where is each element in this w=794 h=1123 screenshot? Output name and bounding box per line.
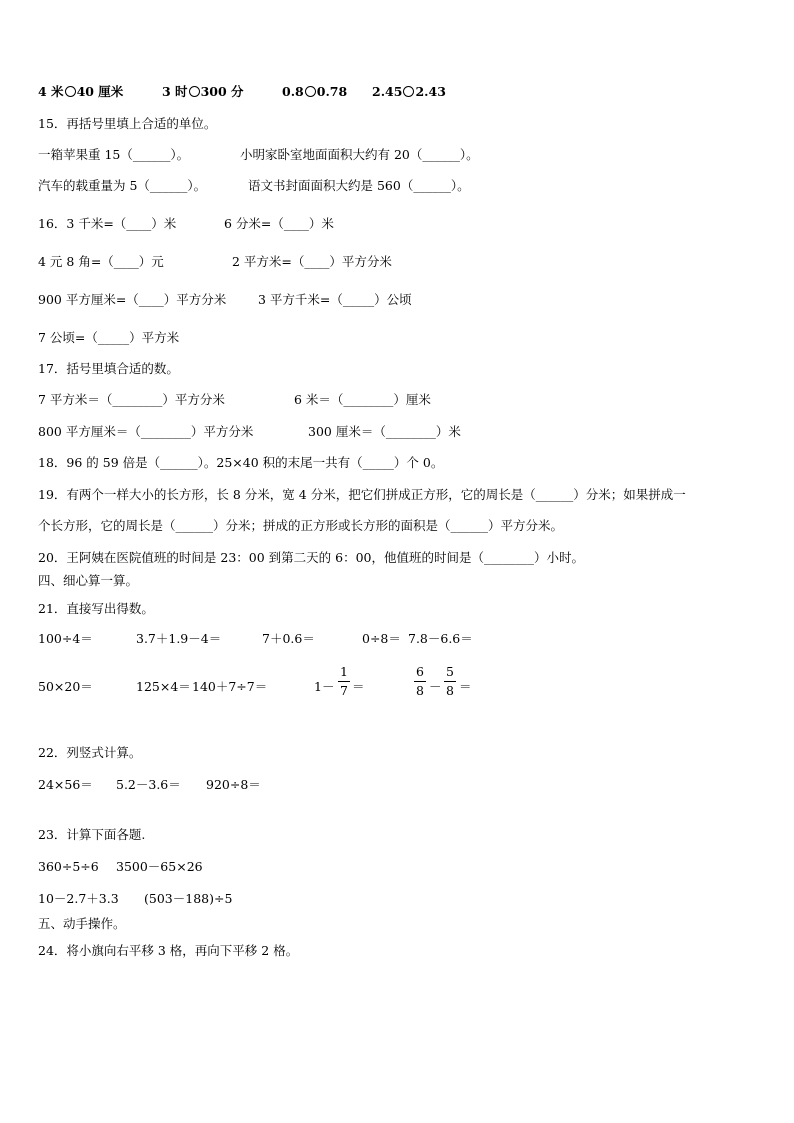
- compare-circle-icon: [403, 86, 414, 97]
- fraction-denominator: 7: [340, 683, 348, 698]
- compare-4-left: 2.45: [372, 84, 403, 99]
- q16-e: 900 平方厘米=（____）平方分米: [38, 292, 227, 307]
- q16-a: 16．3 千米=（____）米: [38, 216, 177, 231]
- q22-item: 920÷8＝: [206, 777, 261, 792]
- q23-item: (503－188)÷5: [144, 891, 233, 906]
- q15-line1-a: 一箱苹果重 15（______）。: [38, 147, 190, 162]
- q23-item: 360÷5÷6: [38, 859, 99, 874]
- q23-title: 23．计算下面各题.: [38, 827, 146, 842]
- q15-title: 15．再括号里填上合适的单位。: [38, 116, 217, 131]
- q21-r1-item: 7.8－6.6＝: [408, 631, 473, 646]
- compare-item-1: [38, 84, 123, 100]
- q15-line2-b: 语文书封面面积大约是 560（______）。: [248, 178, 470, 193]
- q21-r1-item: 7＋0.6＝: [262, 631, 315, 646]
- q22-item: 24×56＝: [38, 777, 93, 792]
- fraction-denominator: 8: [416, 683, 424, 698]
- section-5-heading: 五、动手操作。: [38, 916, 126, 931]
- q21-fraction-2b: [444, 665, 456, 698]
- q23-item: 10－2.7＋3.3: [38, 891, 119, 906]
- q21-fraction-1: [338, 665, 350, 698]
- compare-2-right: 300 分: [200, 84, 244, 99]
- compare-1-left: 4 米: [38, 84, 64, 99]
- q17-title: 17．括号里填合适的数。: [38, 361, 179, 376]
- compare-circle-icon: [189, 86, 200, 97]
- q19-line2: 个长方形，它的周长是（______）分米；拼成的正方形或长方形的面积是（______）平方分米。: [38, 518, 564, 533]
- q19-line1: 19．有两个一样大小的长方形，长 8 分米，宽 4 分米，把它们拼成正方形，它的周长是（______）分米；如果拼成一: [38, 487, 686, 502]
- fraction-numerator: 1: [340, 664, 348, 679]
- fraction-denominator: 8: [446, 683, 454, 698]
- q21-frac1-equals: ＝: [352, 679, 365, 694]
- q21-r2-item: 125×4＝: [136, 679, 191, 694]
- fraction-numerator: 5: [446, 664, 454, 679]
- q18: 18．96 的 59 倍是（______）。25×40 积的末尾一共有（_____）个 0。: [38, 455, 444, 470]
- q21-r1-item: 3.7＋1.9－4＝: [136, 631, 222, 646]
- q21-fraction-2a: [414, 665, 426, 698]
- fraction-bar: [338, 681, 350, 682]
- q24: 24．将小旗向右平移 3 格，再向下平移 2 格。: [38, 943, 299, 958]
- q22-item: 5.2－3.6＝: [116, 777, 181, 792]
- q17-d: 300 厘米＝（________）米: [308, 424, 461, 439]
- q21-frac1-whole: 1－: [314, 679, 335, 694]
- q21-r2-item: 140＋7÷7＝: [192, 679, 268, 694]
- q17-a: 7 平方米＝（________）平方分米: [38, 392, 225, 407]
- compare-2-left: 3 时: [162, 84, 188, 99]
- q23-item: 3500－65×26: [116, 859, 203, 874]
- compare-circle-icon: [65, 86, 76, 97]
- compare-3-left: 0.8: [282, 84, 304, 99]
- q16-g: 7 公顷=（_____）平方米: [38, 330, 180, 345]
- compare-circle-icon: [305, 86, 316, 97]
- q21-frac2-equals: ＝: [459, 679, 472, 694]
- q15-line1-b: 小明家卧室地面面积大约有 20（______）。: [240, 147, 479, 162]
- compare-item-3: [282, 84, 347, 100]
- q17-c: 800 平方厘米＝（________）平方分米: [38, 424, 254, 439]
- compare-3-right: 0.78: [316, 84, 348, 99]
- q15-line2-a: 汽车的载重量为 5（______）。: [38, 178, 207, 193]
- q16-c: 4 元 8 角=（____）元: [38, 254, 164, 269]
- compare-4-right: 2.43: [415, 84, 446, 99]
- q17-b: 6 米＝（________）厘米: [294, 392, 431, 407]
- q16-f: 3 平方千米=（_____）公顷: [258, 292, 412, 307]
- q21-r1-item: 0÷8＝: [362, 631, 401, 646]
- q21-title: 21．直接写出得数。: [38, 601, 154, 616]
- compare-item-2: [162, 84, 244, 100]
- section-4-heading: 四、细心算一算。: [38, 573, 139, 588]
- q21-r2-item: 50×20＝: [38, 679, 93, 694]
- q21-r1-item: 100÷4＝: [38, 631, 93, 646]
- fraction-numerator: 6: [416, 664, 424, 679]
- compare-1-right: 40 厘米: [76, 84, 124, 99]
- fraction-bar: [444, 681, 456, 682]
- q20: 20．王阿姨在医院值班的时间是 23：00 到第二天的 6：00，他值班的时间是（________）小时。: [38, 550, 584, 565]
- compare-item-4: [372, 84, 446, 100]
- q22-title: 22．列竖式计算。: [38, 745, 142, 760]
- q16-b: 6 分米=（____）米: [224, 216, 334, 231]
- q16-d: 2 平方米=（____）平方分米: [232, 254, 392, 269]
- q21-frac2-op: －: [429, 679, 442, 694]
- fraction-bar: [414, 681, 426, 682]
